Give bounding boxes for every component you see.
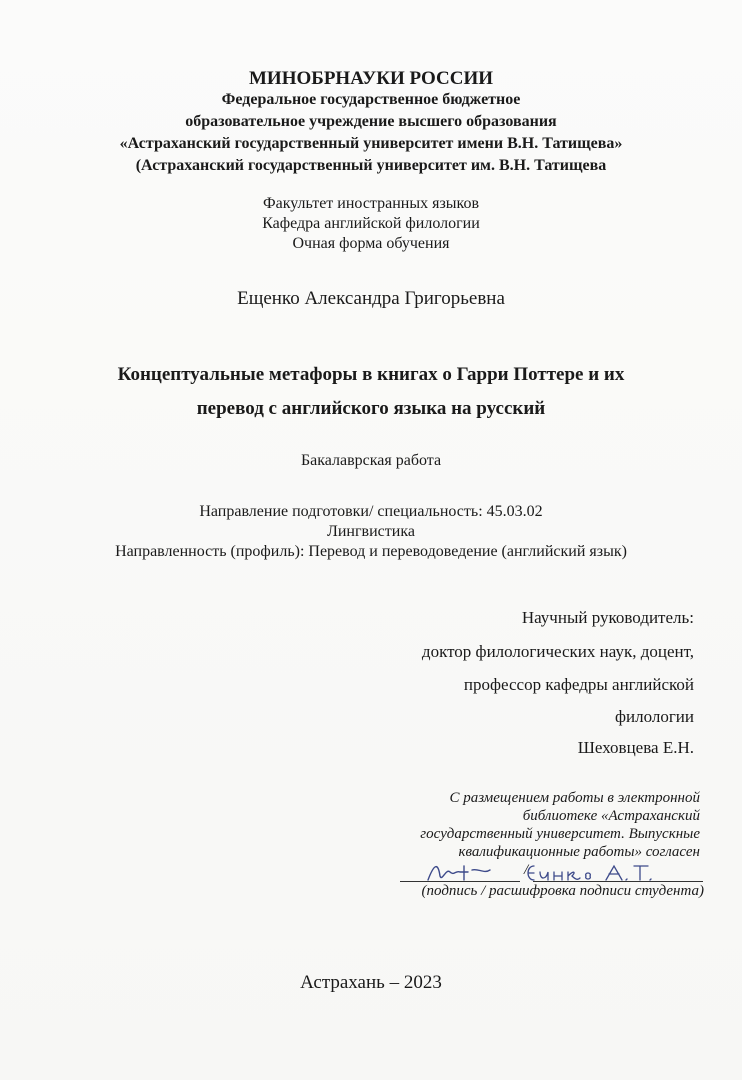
city-year: Астрахань – 2023 [300, 972, 442, 993]
study-form: Очная форма обучения [292, 235, 450, 252]
ministry-heading: МИНОБРНАУКИ РОССИИ [248, 68, 494, 89]
supervisor-degree: доктор филологических наук, доцент, [421, 642, 694, 661]
direction-line-3: Направленность (профиль): Перевод и переводоведение (английский язык) [115, 543, 627, 560]
org-line-4: (Астраханский государственный университет им. В.Н. Татищева [135, 157, 607, 174]
signature-separator: / [524, 862, 529, 878]
thesis-title-line-1: Концептуальные метафоры в книгах о Гарри Поттере и их [117, 364, 625, 385]
supervisor-position: профессор кафедры английской [463, 675, 694, 694]
department-name: Кафедра английской филологии [262, 215, 480, 232]
student-name-handwritten [522, 858, 672, 886]
consent-line-3: государственный университет. Выпускные [420, 826, 700, 842]
supervisor-position-cont: филологии [614, 707, 694, 726]
org-line-1: Федеральное государственное бюджетное [221, 91, 521, 108]
direction-line-2: Лингвистика [327, 523, 415, 540]
signature-caption: (подпись / расшифровка подписи студента) [421, 883, 704, 899]
work-type: Бакалаврская работа [300, 452, 442, 469]
faculty-name: Факультет иностранных языков [262, 195, 480, 212]
consent-line-2: библиотеке «Астраханский [522, 808, 700, 824]
supervisor-name: Шеховцева Е.Н. [577, 738, 694, 757]
org-line-2: образовательное учреждение высшего образования [185, 113, 557, 130]
author-name: Ещенко Александра Григорьевна [237, 288, 505, 309]
consent-line-4: квалификационные работы» согласен [458, 844, 700, 860]
student-signature [420, 858, 515, 886]
direction-line-1: Направление подготовки/ специальность: 45.03.02 [199, 503, 543, 520]
thesis-title-line-2: перевод с английского языка на русский [196, 398, 546, 419]
supervisor-label: Научный руководитель: [521, 608, 694, 627]
org-line-3: «Астраханский государственный университет имени В.Н. Татищева» [119, 135, 623, 152]
consent-line-1: С размещением работы в электронной [449, 790, 700, 806]
